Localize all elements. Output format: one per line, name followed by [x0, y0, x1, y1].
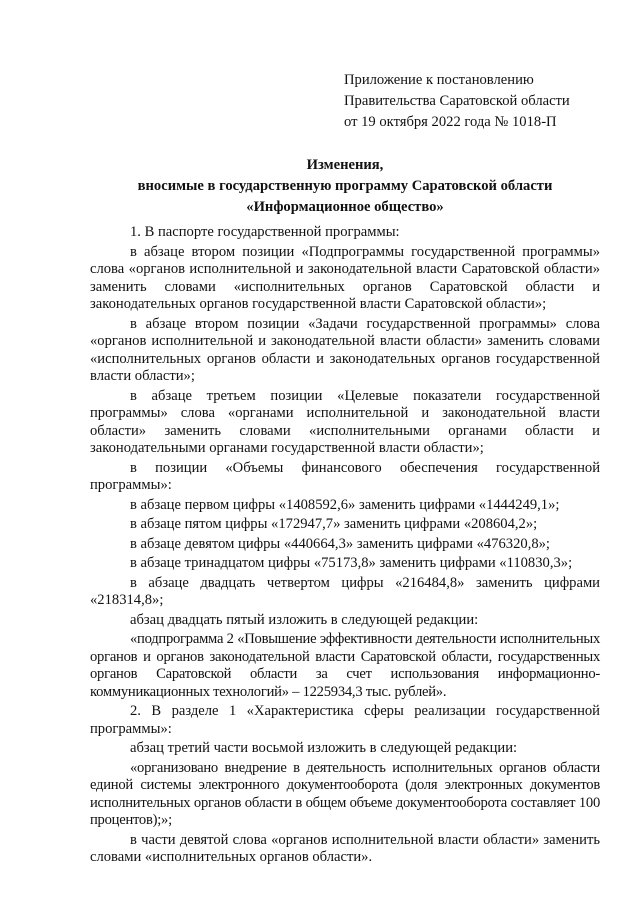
- paragraph-5: в позиции «Объемы финансового обеспечения государственной программы»:: [90, 459, 600, 493]
- paragraph-7: в абзаце пятом цифры «172947,7» заменить цифрами «208604,2»;: [130, 516, 538, 532]
- paragraph-15: «организовано внедрение в деятельность исполнительных органов области единой системы электронного документооборота (доля электронных документов исполнительных органов области в общем объеме документооборота составляет 100 процентов);»;: [90, 759, 600, 828]
- attachment-line-1: Приложение к постановлению: [344, 72, 534, 88]
- paragraph-13: 2. В разделе 1 «Характеристика сферы реализации государственной программы»:: [90, 703, 600, 737]
- document-title: [70, 155, 620, 218]
- attachment-line-2: Правительства Саратовской области: [344, 93, 570, 109]
- paragraph-16: в части девятой слова «органов исполнительной власти области» заменить словами «исполнительных органов области».: [90, 831, 600, 865]
- attachment-header: [344, 70, 624, 133]
- title-line-2: вносимые в государственную программу Саратовской области: [137, 178, 553, 194]
- document-body: [90, 224, 600, 867]
- paragraph-9: в абзаце тринадцатом цифры «75173,8» заменить цифрами «110830,3»;: [130, 555, 573, 571]
- paragraph-12: «подпрограмма 2 «Повышение эффективности деятельности исполнительных органов и органов законодательной власти Саратовской области, государственных органов Саратовской области за счет использования информационно-коммуникационных технологий» – 1225934,3 тыс. рублей».: [90, 631, 600, 700]
- paragraph-8: в абзаце девятом цифры «440664,3» заменить цифрами «476320,8»;: [130, 535, 550, 552]
- attachment-line-3: от 19 октября 2022 года № 1018-П: [344, 114, 557, 130]
- paragraph-2: в абзаце втором позиции «Подпрограммы государственной программы» слова «органов исполнительной и законодательной власти Саратовской области» заменить словами «исполнительных органов Саратовской области и законодательных органов государственной власти Саратовской области»;: [90, 243, 600, 312]
- paragraph-11: абзац двадцать пятый изложить в следующей редакции:: [130, 611, 479, 628]
- title-line-1: Изменения,: [306, 157, 384, 173]
- paragraph-14: абзац третий части восьмой изложить в следующей редакции:: [130, 740, 518, 756]
- paragraph-4: в абзаце третьем позиции «Целевые показатели государственной программы» слова «органами исполнительной и законодательной власти области» заменить словами «исполнительными органами области и законодательными органами государственной власти области»;: [90, 387, 600, 456]
- paragraph-10: в абзаце двадцать четвертом цифры «216484,8» заменить цифрами «218314,8»;: [90, 574, 600, 608]
- paragraph-6: в абзаце первом цифры «1408592,6» заменить цифрами «1444249,1»;: [130, 496, 560, 513]
- paragraph-3: в абзаце втором позиции «Задачи государственной программы» слова «органов исполнительной и законодательной власти области» заменить словами «исполнительных органов области и законодательных органов государственной власти области»;: [90, 315, 600, 384]
- paragraph-1: 1. В паспорте государственной программы:: [130, 224, 400, 240]
- title-line-3: «Информационное общество»: [246, 199, 444, 215]
